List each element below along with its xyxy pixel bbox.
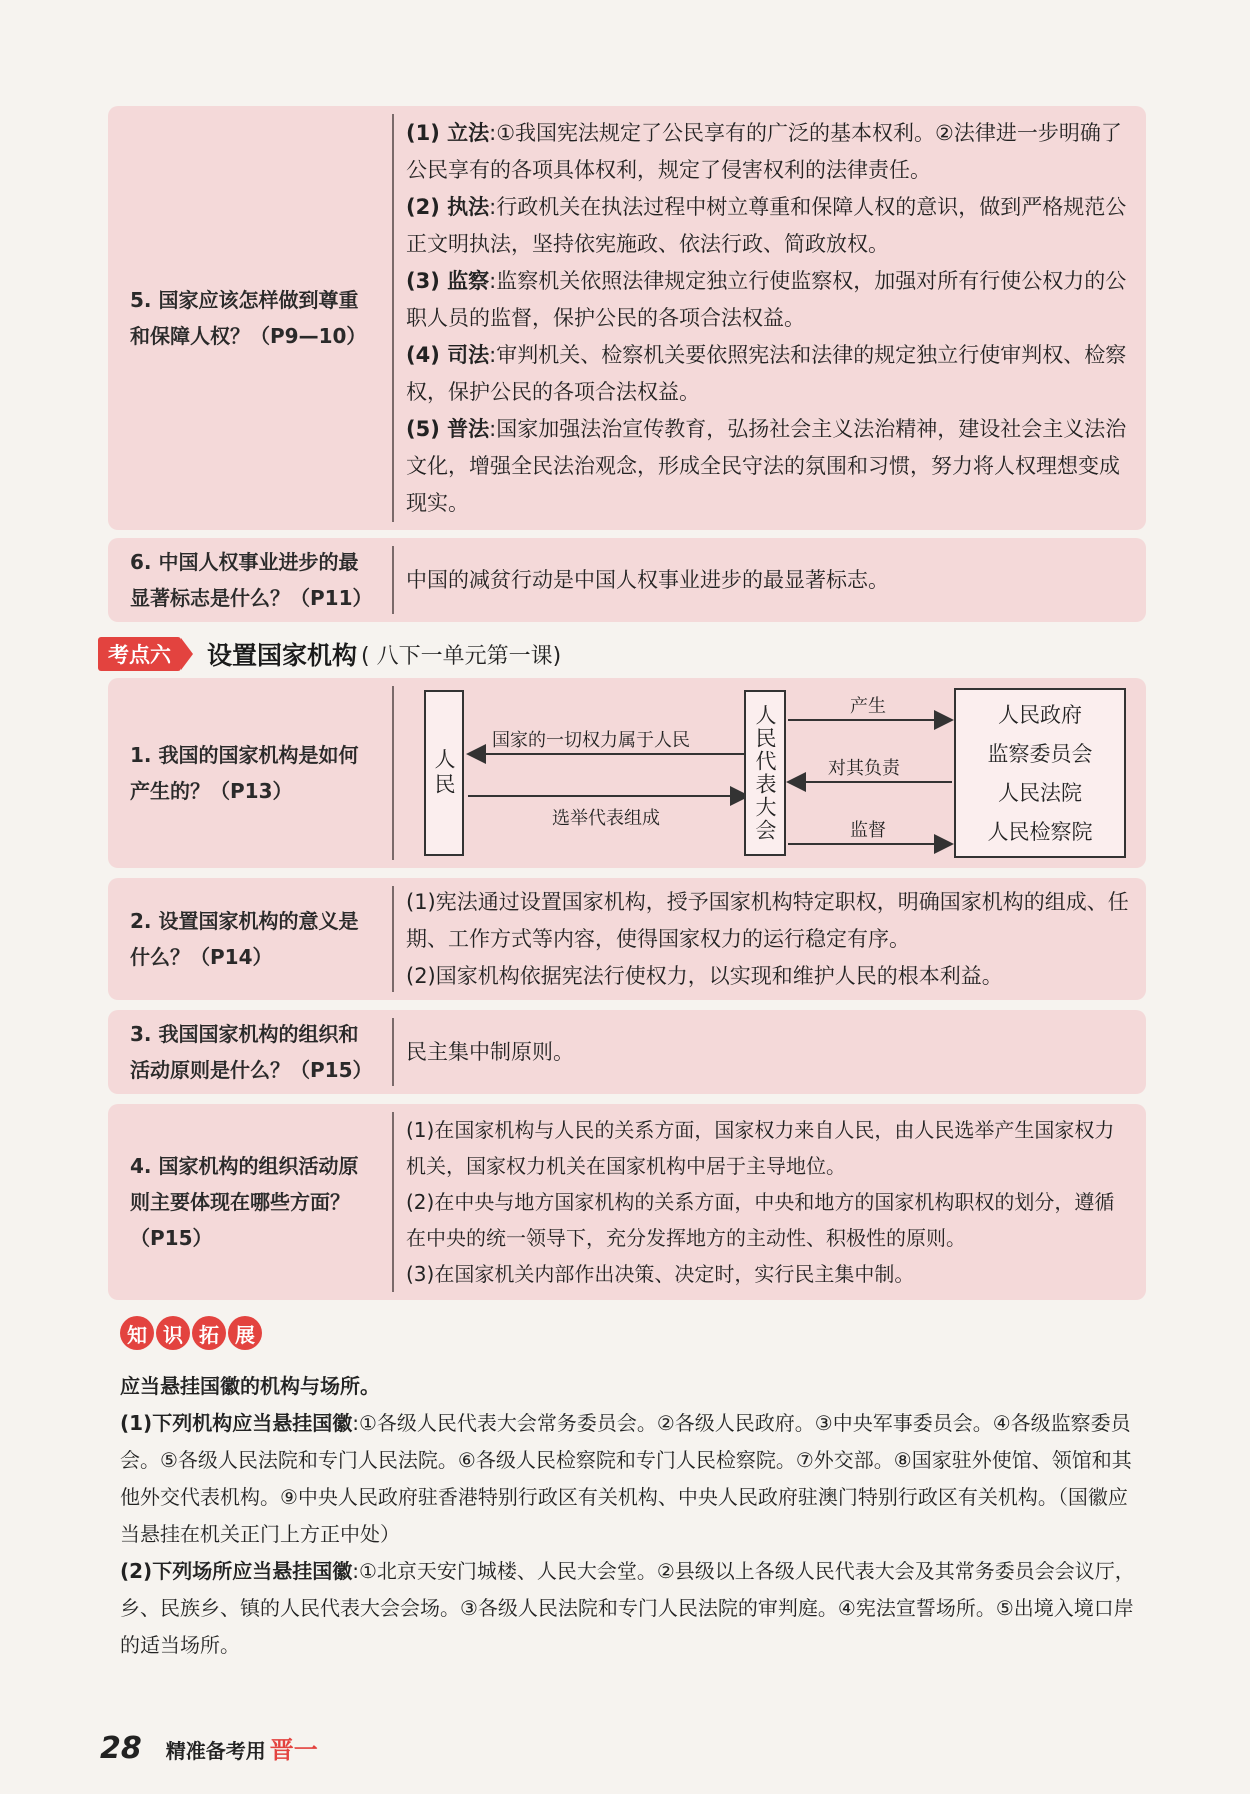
answer-text: :审判机关、检察机关要依照宪法和法律的规定独立行使审判权、检察权，保护公民的各项合法权益。 — [406, 342, 1127, 404]
question-line: 2. 设置国家机构的意义是 — [130, 909, 359, 933]
section-subtitle: ( 八下一单元第一课) — [361, 643, 562, 669]
answer-item: (1)宪法通过设置国家机构，授予国家机构特定职权，明确国家机构的组成、任期、工作方式等内容，使得国家权力的运行稳定有序。 — [406, 889, 1129, 951]
footer-brand: 晋一 — [269, 1736, 318, 1764]
answer-text: 中国的减贫行动是中国人权事业进步的最显著标志。 — [406, 567, 889, 592]
extension-body — [120, 1368, 1140, 1664]
qa-row-q6 — [108, 538, 1146, 622]
extension-intro: 应当悬挂国徽的机构与场所。 — [120, 1374, 380, 1398]
question-line: 1. 我国的国家机构是如何 — [130, 743, 359, 767]
qa-row-s4 — [108, 1104, 1146, 1300]
question-line: 什么？（P14） — [130, 945, 273, 969]
question-line: 产生的？（P13） — [130, 779, 293, 803]
question-line: 显著标志是什么？（P11） — [130, 586, 373, 610]
page-footer — [100, 1730, 318, 1766]
arrow-responsible-label: 对其负责 — [828, 758, 900, 779]
arrow-supervise-label: 监督 — [850, 820, 886, 841]
section-title: 设置国家机构 — [207, 641, 358, 670]
answer-cell — [392, 1018, 1146, 1086]
answer-item: (2)国家机构依据宪法行使权力，以实现和维护人民的根本利益。 — [406, 963, 1003, 988]
answer-item — [406, 263, 1132, 337]
knowledge-extension-tag — [120, 1316, 264, 1350]
qa-row-q5 — [108, 106, 1146, 530]
question-line: （P15） — [130, 1226, 213, 1250]
answer-text: :监察机关依照法律规定独立行使监察权，加强对所有行使公权力的公职人员的监督，保护公民的各项合法权益。 — [406, 268, 1127, 330]
answer-item — [406, 411, 1132, 522]
organ-item: 人民检察院 — [987, 820, 1093, 844]
question-cell — [108, 1104, 392, 1300]
tag-char: 拓 — [192, 1316, 226, 1350]
answer-item: (1)在国家机构与人民的关系方面，国家权力来自人民，由人民选举产生国家权力机关，国家权力机关在国家机构中居于主导地位。 — [406, 1118, 1115, 1178]
arrow-elect-label: 选举代表组成 — [552, 808, 660, 829]
question-cell — [108, 678, 392, 868]
question-line: 4. 国家机构的组织活动原 — [130, 1154, 359, 1178]
answer-item — [406, 115, 1132, 189]
question-line: 和保障人权？（P9—10） — [130, 324, 367, 348]
extension-text: :①各级人民代表大会常务委员会。②各级人民政府。③中央军事委员会。④各级监察委员会。⑤各级人民法院和专门人民法院。⑥各级人民检察院和专门人民检察院。⑦外交部。⑧国家驻外使馆、领馆和其他外交代表机构。⑨中央人民政府驻香港特别行政区有关机构、中央人民政府驻澳门特别行政区有关机构。（国徽应当悬挂在机关正门上方正中处） — [120, 1411, 1132, 1546]
extension-label: (1)下列机构应当悬挂国徽 — [120, 1411, 353, 1435]
answer-cell — [392, 1112, 1146, 1292]
answer-label: (3) 监察 — [406, 268, 490, 293]
answer-item — [406, 337, 1132, 411]
organs-box — [954, 688, 1126, 858]
organ-item: 监察委员会 — [987, 742, 1093, 766]
answer-label: (2) 执法 — [406, 194, 490, 219]
extension-paragraph — [120, 1405, 1140, 1553]
question-line: 5. 国家应该怎样做到尊重 — [130, 288, 359, 312]
state-organ-diagram — [392, 684, 1136, 864]
people-box — [424, 690, 464, 856]
answer-text: 民主集中制原则。 — [406, 1039, 574, 1064]
qa-row-s2 — [108, 878, 1146, 1000]
arrow-produce-label: 产生 — [850, 696, 886, 717]
answer-item — [406, 189, 1132, 263]
npc-label: 人民代表大会 — [753, 704, 777, 842]
extension-paragraph — [120, 1553, 1140, 1664]
extension-text: :①北京天安门城楼、人民大会堂。②县级以上各级人民代表大会及其常务委员会会议厅，乡、民族乡、镇的人民代表大会会场。③各级人民法院和专门人民法院的审判庭。④宪法宣誓场所。⑤出境入境口岸的适当场所。 — [120, 1559, 1135, 1657]
answer-text: :①我国宪法规定了公民享有的广泛的基本权利。②法律进一步明确了公民享有的各项具体权利，规定了侵害权利的法律责任。 — [406, 120, 1122, 182]
tag-arrow-icon — [181, 638, 193, 670]
organ-item: 人民政府 — [998, 703, 1082, 727]
question-cell — [108, 878, 392, 1000]
answer-cell — [392, 886, 1146, 992]
section-header — [98, 636, 561, 672]
question-line: 6. 中国人权事业进步的最 — [130, 550, 359, 574]
answer-text: :行政机关在执法过程中树立尊重和保障人权的意识，做到严格规范公正文明执法，坚持依宪施政、依法行政、简政放权。 — [406, 194, 1127, 256]
page-number: 28 — [100, 1731, 142, 1766]
extension-label: (2)下列场所应当悬挂国徽 — [120, 1559, 353, 1583]
npc-box — [744, 690, 786, 856]
answer-text: :国家加强法治宣传教育，弘扬社会主义法治精神，建设社会主义法治文化，增强全民法治观念，形成全民守法的氛围和习惯，努力将人权理想变成现实。 — [406, 416, 1127, 515]
tag-char: 识 — [156, 1316, 190, 1350]
answer-cell — [392, 546, 1146, 614]
question-cell — [108, 538, 392, 622]
arrow-power-label: 国家的一切权力属于人民 — [492, 730, 690, 751]
question-line: 则主要体现在哪些方面？ — [130, 1190, 350, 1214]
answer-label: (1) 立法 — [406, 120, 490, 145]
people-label: 人民 — [432, 748, 456, 798]
organ-item: 人民法院 — [998, 781, 1082, 805]
question-line: 3. 我国国家机构的组织和 — [130, 1022, 359, 1046]
footer-text: 精准备考用 — [165, 1739, 266, 1763]
answer-cell — [392, 114, 1146, 522]
question-cell — [108, 1010, 392, 1094]
question-line: 活动原则是什么？（P15） — [130, 1058, 373, 1082]
tag-char: 展 — [228, 1316, 262, 1350]
answer-item: (3)在国家机关内部作出决策、决定时，实行民主集中制。 — [406, 1262, 915, 1286]
qa-row-s3 — [108, 1010, 1146, 1094]
answer-item: (2)在中央与地方国家机构的关系方面，中央和地方的国家机构职权的划分，遵循在中央的统一领导下，充分发挥地方的主动性、积极性的原则。 — [406, 1190, 1115, 1250]
question-cell — [108, 106, 392, 530]
tag-char: 知 — [120, 1316, 154, 1350]
section-tag: 考点六 — [98, 637, 181, 671]
answer-label: (4) 司法 — [406, 342, 490, 367]
answer-label: (5) 普法 — [406, 416, 490, 441]
